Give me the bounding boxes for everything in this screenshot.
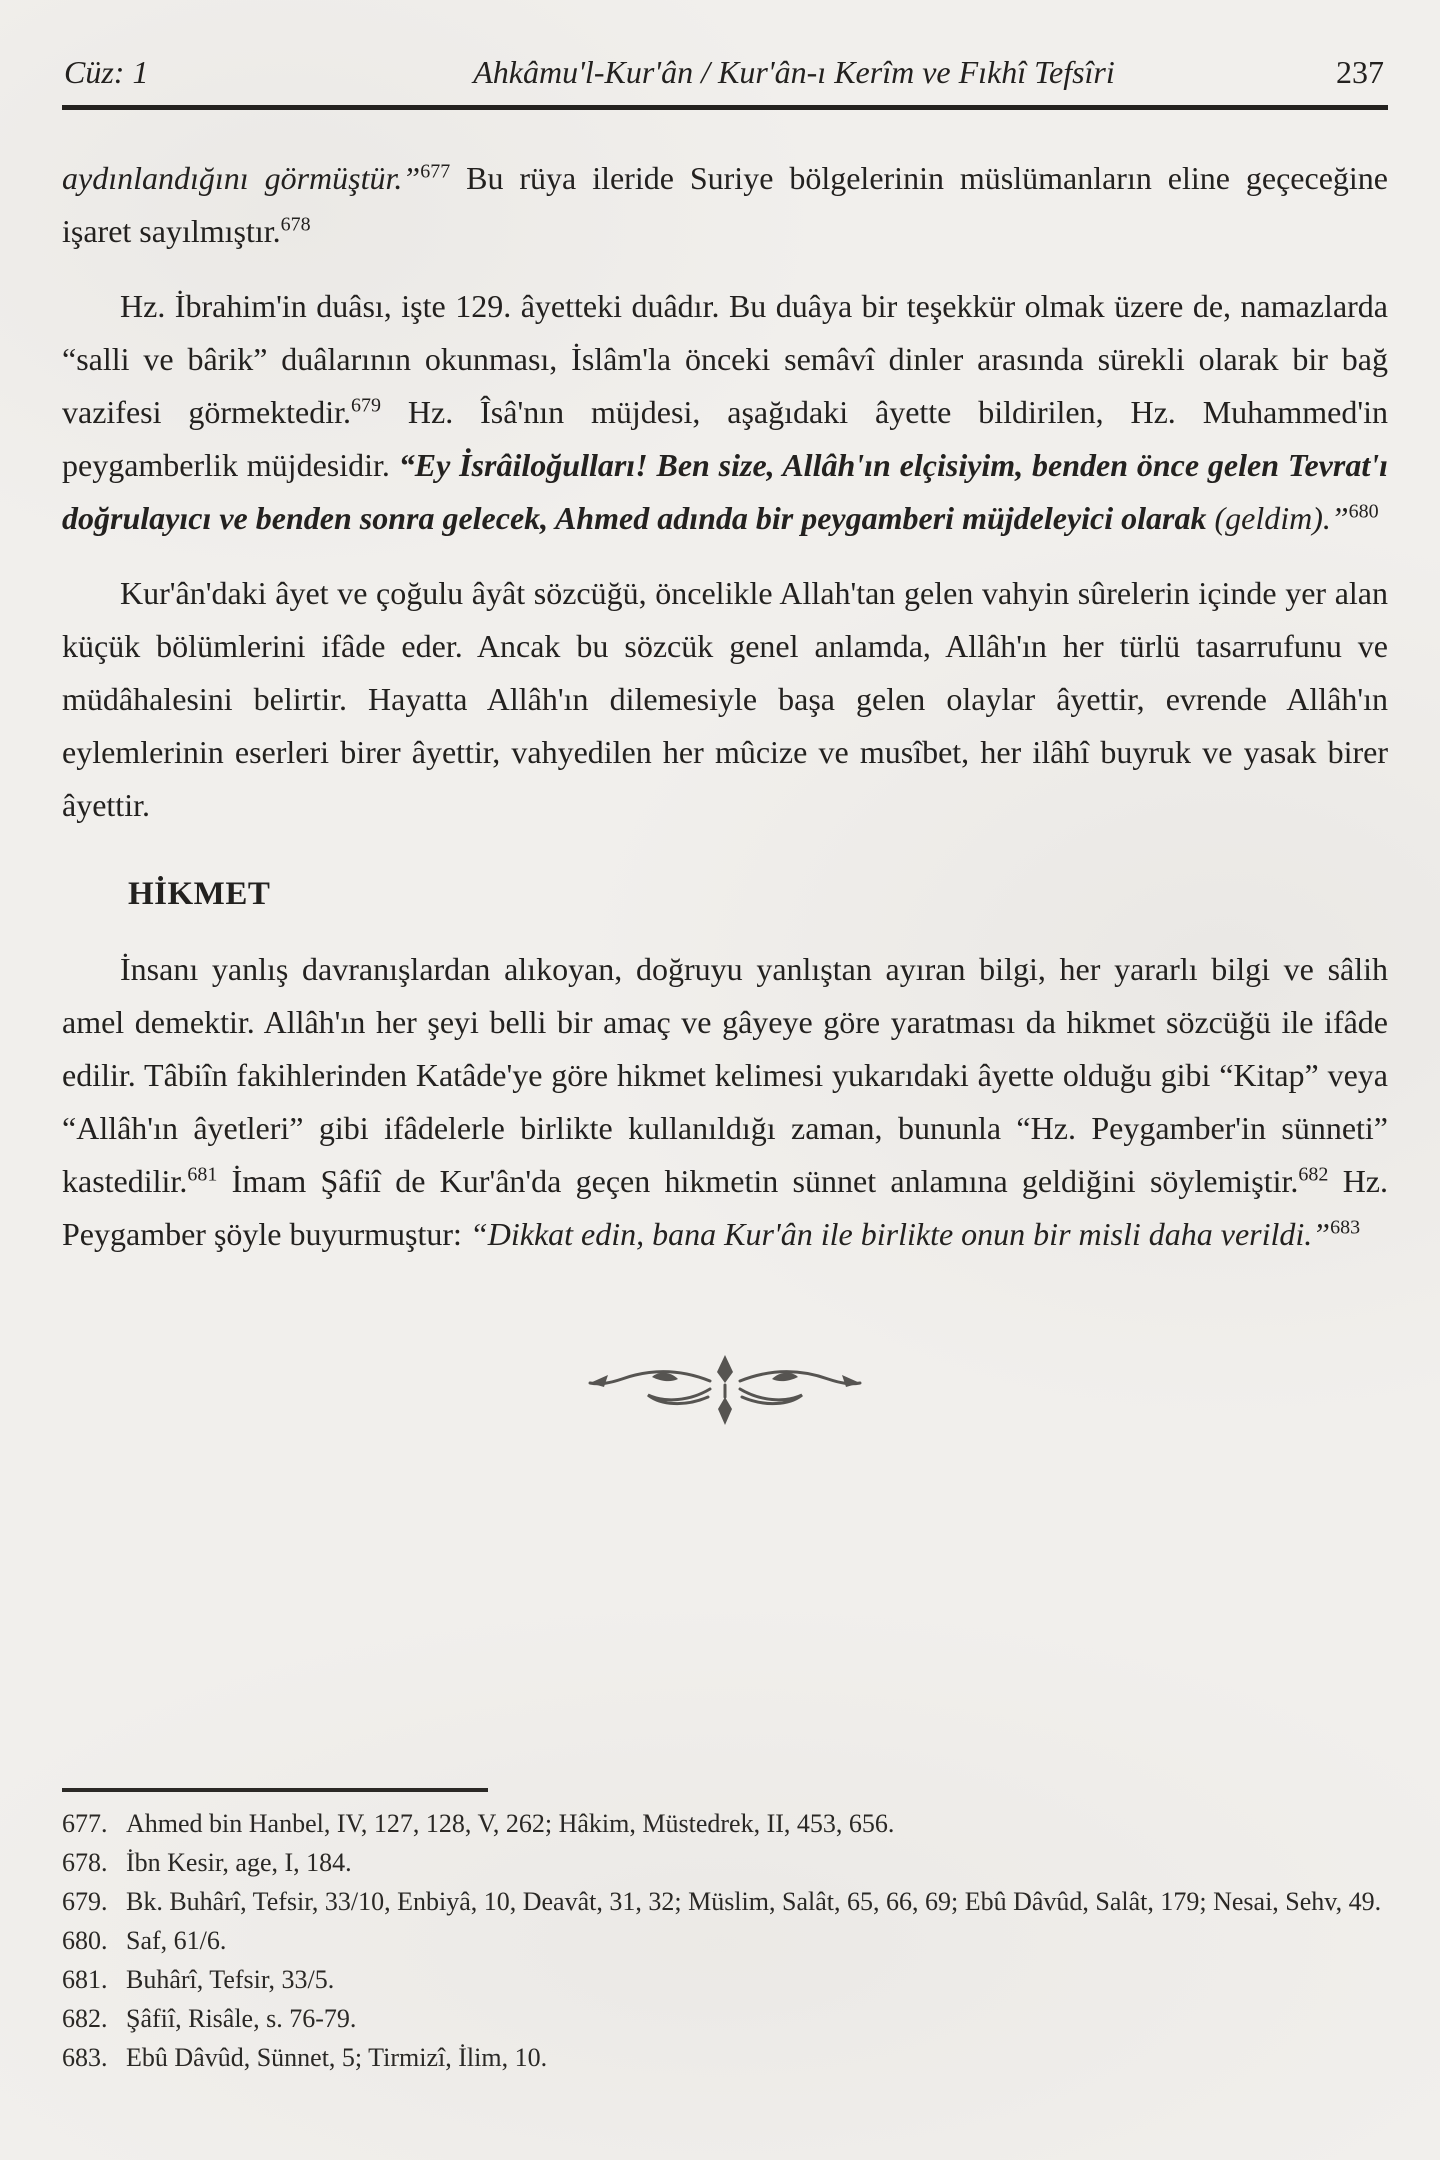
footnote-reference: 682 [1298, 1163, 1329, 1186]
footnote-item [62, 1804, 1388, 1843]
footnote-item [62, 1999, 1388, 2038]
footnote-number: 682. [62, 2004, 108, 2033]
paragraph [62, 567, 1388, 832]
text-segment: Hz. Peygamber şöyle buyurmuştur: [62, 1163, 1389, 1252]
footnote-reference: 683 [1330, 1216, 1361, 1239]
footnote-item [62, 1960, 1388, 1999]
running-header [62, 54, 1388, 110]
footnote-reference: 677 [420, 160, 451, 183]
footnote-number: 680. [62, 1926, 108, 1955]
footnote-number: 683. [62, 2043, 108, 2072]
text-segment: “Ey İsrâiloğulları! Ben size, Allâh'ın elçisiyim, benden önce gelen Tevrat'ı doğrulayıcı ve benden sonra gelecek, Ahmed adında bir peygamberi müjdeleyici olarak [62, 447, 1388, 536]
text-segment: İmam Şâfiî de Kur'ân'da geçen hikmetin sünnet anlamına geldiğini söylemiştir. [217, 1163, 1299, 1199]
footnote-text: Ahmed bin Hanbel, IV, 127, 128, V, 262; Hâkim, Müstedrek, II, 453, 656. [126, 1809, 895, 1838]
footnote-text: Ebû Dâvûd, Sünnet, 5; Tirmizî, İlim, 10. [126, 2043, 548, 2072]
content-blocks [62, 152, 1388, 1442]
footnote-number: 681. [62, 1965, 108, 1994]
footnote-item [62, 1882, 1388, 1921]
text-segment: “Dikkat edin, bana Kur'ân ile birlikte onun bir misli daha verildi.” [469, 1216, 1331, 1252]
footnote-reference: 678 [280, 213, 311, 236]
footnote-item [62, 1921, 1388, 1960]
footnote-text: Bk. Buhârî, Tefsir, 33/10, Enbiyâ, 10, Deavât, 31, 32; Müslim, Salât, 65, 66, 69; Ebû Dâvûd, Salât, 179; Nesai, Sehv, 49. [126, 1887, 1382, 1916]
header-page-number: 237 [1336, 54, 1384, 90]
text-segment: İnsanı yanlış davranışlardan alıkoyan, doğruyu yanlıştan ayıran bilgi, her yararlı bilgi ve sâlih amel demektir. Allâh'ın her şeyi belli bir amaç ve gâyeye göre yaratması da hikmet sözcüğü ile ifâde edilir. Tâbiîn fakihlerinden Katâde'ye göre hikmet kelimesi yukarıdaki âyette olduğu gibi “Kitap” veya “Allâh'ın âyetleri” gibi ifâdelerle birlikte kullanıldığı zaman, bununla “Hz. Peygamber'in sünneti” kastedilir. [62, 951, 1388, 1199]
footnote-item [62, 2038, 1388, 2077]
text-segment: (geldim).” [1214, 500, 1349, 536]
text-segment: aydınlandığını görmüştür.” [62, 160, 421, 196]
footnote-text: Buhârî, Tefsir, 33/5. [126, 1965, 335, 1994]
header-juz-label: Cüz: 1 [64, 54, 149, 90]
header-book-title: Ahkâmu'l-Kur'ân / Kur'ân-ı Kerîm ve Fıkhî Tefsîri [473, 54, 1115, 90]
footnote-reference: 680 [1348, 500, 1379, 523]
footnote-reference: 681 [187, 1163, 218, 1186]
text-segment: Kur'ân'daki âyet ve çoğulu âyât sözcüğü, öncelikle Allah'tan gelen vahyin sûrelerin içinde yer alan küçük bölümlerini ifâde eder. Ancak bu sözcük genel anlamda, Allâh'ın her türlü tasarrufunu ve müdâhalesini belirtir. Hayatta Allâh'ın dilemesiyle başa gelen olaylar âyettir, evrende Allâh'ın eylemlerinin eserleri birer âyettir, vahyedilen her mûcize ve musîbet, her ilâhî buyruk ve yasak birer âyettir. [62, 575, 1388, 823]
page-body [62, 152, 1388, 1442]
footnote-item [62, 1843, 1388, 1882]
text-segment: Hz. Îsâ'nın müjdesi, aşağıdaki âyette bildirilen, Hz. Muhammed'in peygamberlik müjdesidir. [62, 394, 1389, 483]
footnotes-list [62, 1804, 1388, 2077]
paragraph [62, 943, 1388, 1261]
fleuron-ornament-icon [560, 1345, 890, 1437]
footnote-number: 679. [62, 1887, 108, 1916]
footnote-number: 677. [62, 1809, 108, 1838]
paragraph [62, 152, 1388, 258]
footnote-rule [62, 1788, 488, 1792]
section-heading: HİKMET [128, 876, 271, 912]
text-segment: Bu rüya ileride Suriye bölgelerinin müslümanların eline geçeceğine işaret sayılmıştır. [62, 160, 1389, 249]
paragraph [62, 280, 1388, 545]
footnote-text: İbn Kesir, age, I, 184. [126, 1848, 352, 1877]
footnotes-section [62, 1788, 1388, 2077]
footnote-number: 678. [62, 1848, 108, 1877]
footnote-reference: 679 [351, 394, 382, 417]
footnote-text: Şâfiî, Risâle, s. 76-79. [126, 2004, 357, 2033]
section-divider [62, 1345, 1388, 1442]
footnote-text: Saf, 61/6. [126, 1926, 227, 1955]
text-segment: Hz. İbrahim'in duâsı, işte 129. âyetteki duâdır. Bu duâya bir teşekkür olmak üzere de, namazlarda “salli ve bârik” duâlarının okunması, İslâm'la önceki semâvî dinler arasında sürekli olarak bir bağ vazifesi görmektedir. [62, 288, 1388, 430]
